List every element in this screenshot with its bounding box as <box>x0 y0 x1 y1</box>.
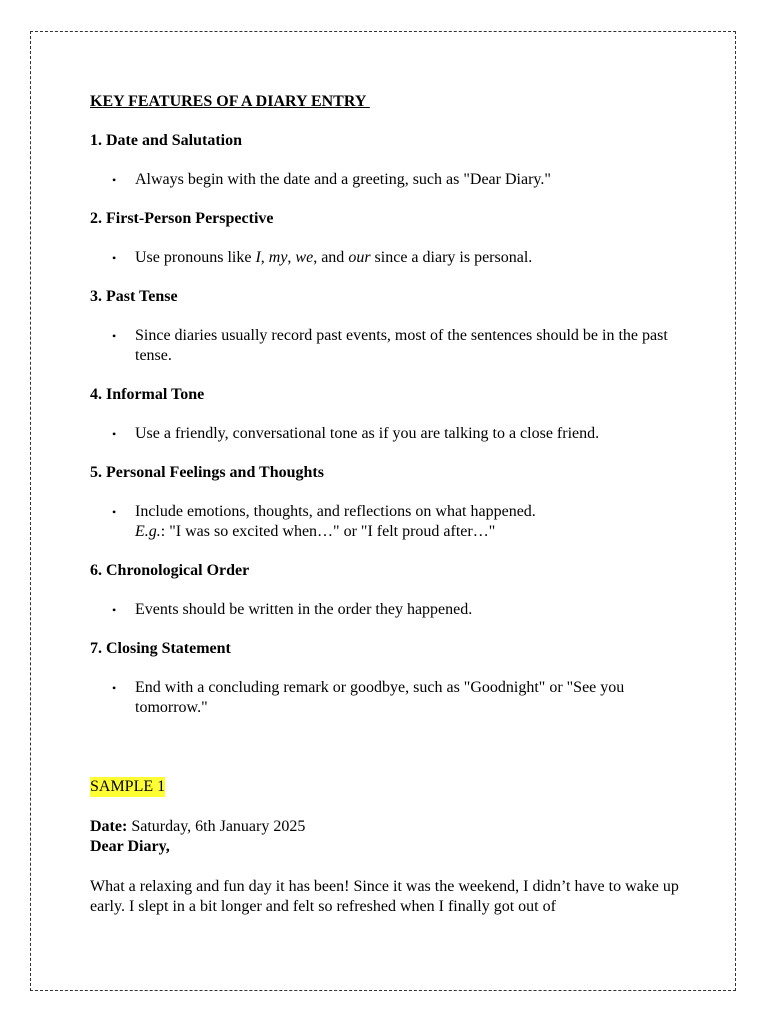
document-content <box>90 92 680 917</box>
body-paragraph: What a relaxing and fun day it has been! Since it was the weekend, I didn’t have to wake up early. I slept in a bit longer and felt so refreshed when I finally got out of <box>90 878 679 915</box>
section-heading: 1. Date and Salutation <box>90 132 243 149</box>
section-heading: 4. Informal Tone <box>90 386 205 403</box>
section-heading: 6. Chronological Order <box>90 562 250 579</box>
sample-label: SAMPLE 1 <box>90 778 166 795</box>
section-heading: 3. Past Tense <box>90 288 178 305</box>
bullet-list <box>90 170 680 190</box>
section-heading: 7. Closing Statement <box>90 640 231 657</box>
bullet-list <box>90 502 680 542</box>
bullet-item: • End with a concluding remark or goodbye, such as "Goodnight" or "See you tomorrow." <box>90 678 680 718</box>
bullet-item: • Since diaries usually record past events, most of the sentences should be in the past tense. <box>90 326 680 366</box>
date-line <box>90 817 680 837</box>
section-heading: 2. First-Person Perspective <box>90 210 274 227</box>
bullet-item: • Events should be written in the order they happened. <box>90 600 680 620</box>
salutation: Dear Diary, <box>90 838 170 855</box>
example-label: E.g. <box>135 523 161 540</box>
bullet-item: • Use pronouns like I, my, we, and our since a diary is personal. <box>90 248 680 268</box>
bullet-list <box>90 424 680 444</box>
bullet-list <box>90 678 680 718</box>
document-title: KEY FEATURES OF A DIARY ENTRY <box>90 93 370 110</box>
bullet-item: • Always begin with the date and a greeting, such as "Dear Diary." <box>90 170 680 190</box>
section-heading: 5. Personal Feelings and Thoughts <box>90 464 324 481</box>
date-value: Saturday, 6th January 2025 <box>127 818 306 835</box>
bullet-list <box>90 248 680 268</box>
date-label: Date: <box>90 818 128 835</box>
bullet-list <box>90 326 680 366</box>
bullet-item: • Include emotions, thoughts, and reflections on what happened. E.g.: "I was so excited when…" or "I felt proud after…" <box>90 502 680 542</box>
example-text: : "I was so excited when…" or "I felt proud after…" <box>160 523 496 540</box>
bullet-list <box>90 600 680 620</box>
bullet-item: • Use a friendly, conversational tone as if you are talking to a close friend. <box>90 424 680 444</box>
